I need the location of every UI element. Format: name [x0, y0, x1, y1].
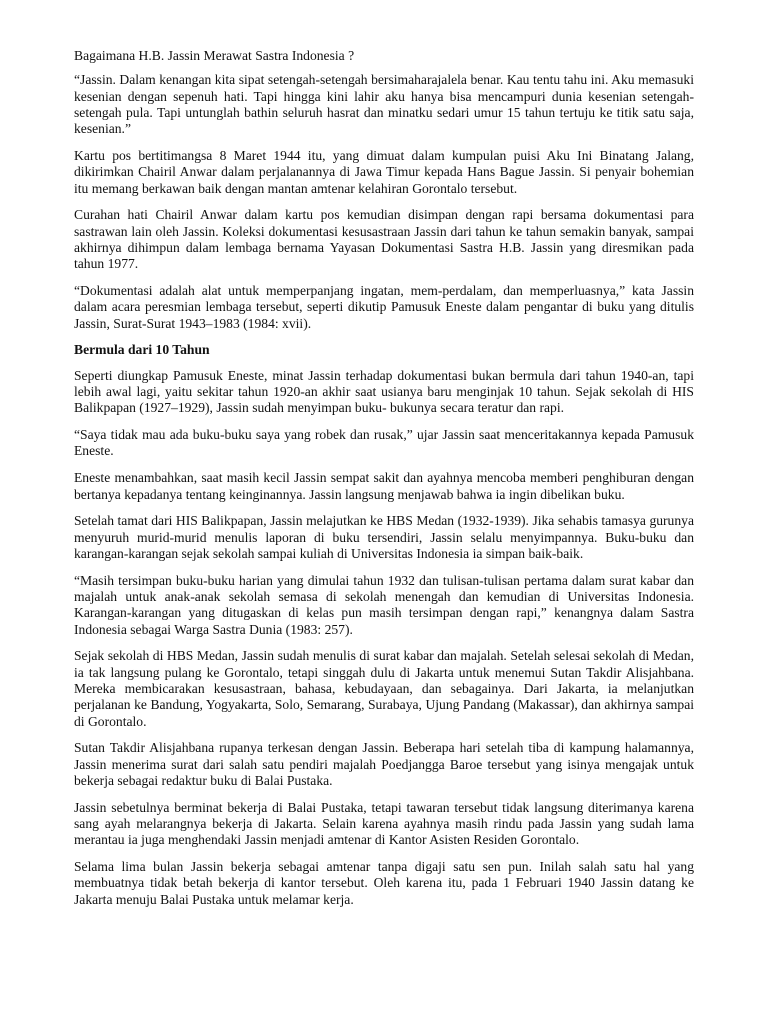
- paragraph-intro-3: Curahan hati Chairil Anwar dalam kartu pos kemudian disimpan dengan rapi bersama dokumentasi para sastrawan lain oleh Jassin. Koleksi dokumentasi kesusastraan Jassin dari tahun ke tahun semakin banyak, sampai akhirnya dihimpun dalam lembaga bernama Yayasan Dokumentasi Sastra H.B. Jassin yang diresmikan pada tahun 1977.: [74, 207, 694, 272]
- paragraph-section-4: Setelah tamat dari HIS Balikpapan, Jassin melajutkan ke HBS Medan (1932-1939). Jika sehabis tamasya gurunya menyuruh murid-murid menulis laporan di buku tersendiri, Jassin selalu menyimpannya. Buku-buku dan karangan-karangan sejak sekolah sampai kuliah di Universitas Indonesia ia simpan baik-baik.: [74, 513, 694, 561]
- paragraph-intro-4: “Dokumentasi adalah alat untuk memperpanjang ingatan, mem-perdalam, dan memperluasnya,” kata Jassin dalam acara peresmian lembaga tersebut, seperti dikutip Pamusuk Eneste dalam pengantar di buku yang ditulis Jassin, Surat-Surat 1943–1983 (1984: xvii).: [74, 283, 694, 331]
- paragraph-section-3: Eneste menambahkan, saat masih kecil Jassin sempat sakit dan ayahnya mencoba memberi penghiburan dengan bertanya kepadanya tentang keinginannya. Jassin langsung menjawab bahwa ia ingin dibelikan buku.: [74, 470, 694, 502]
- paragraph-intro-1: “Jassin. Dalam kenangan kita sipat setengah-setengah bersimaharajalela benar. Kau tentu tahu ini. Aku memasuki kesenian dengan sepenuh hati. Tapi hingga kini lahir aku hanya bisa mencampuri dunia kesenian setengah-setengah pula. Tapi untunglah bathin seluruh hasrat dan minatku sedari umur 15 tahun tertuju ke titik satu saja, kesenian.”: [74, 72, 694, 137]
- document-page: [74, 48, 694, 919]
- paragraph-section-2: “Saya tidak mau ada buku-buku saya yang robek dan rusak,” ujar Jassin saat menceritakannya kepada Pamusuk Eneste.: [74, 427, 694, 459]
- paragraph-section-5: “Masih tersimpan buku-buku harian yang dimulai tahun 1932 dan tulisan-tulisan pertama dalam surat kabar dan majalah untuk anak-anak sekolah semasa di sekolah menengah dan kemudian di Universitas Indonesia. Karangan-karangan yang ditugaskan di kelas pun masih tersimpan dengan rapi,” kenangnya dalam Sastra Indonesia sebagai Warga Sastra Dunia (1983: 257).: [74, 572, 694, 637]
- paragraph-intro-2: Kartu pos bertitimangsa 8 Maret 1944 itu, yang dimuat dalam kumpulan puisi Aku Ini Binatang Jalang, dikirimkan Chairil Anwar dalam perjalanannya di Jawa Timur kepada Hans Bague Jassin. Si penyair bohemian itu memang berkawan baik dengan mantan amtenar kelahiran Gorontalo tersebut.: [74, 147, 694, 196]
- document-title: Bagaimana H.B. Jassin Merawat Sastra Indonesia ?: [74, 48, 355, 63]
- paragraph-section-6: Sejak sekolah di HBS Medan, Jassin sudah menulis di surat kabar dan majalah. Setelah selesai sekolah di Medan, ia tak langsung pulang ke Gorontalo, tetapi singgah dulu di Jakarta untuk menemui Sutan Takdir Alisjahbana. Mereka membicarakan kesusastraan, bahasa, kebudayaan, dan sebagainya. Dari Jakarta, ia melanjutkan perjalanan ke Bandung, Yogyakarta, Solo, Semarang, Surabaya, Ujung Pandang (Makassar), dan akhirnya sampai di Gorontalo.: [74, 648, 694, 729]
- paragraph-section-8: Jassin sebetulnya berminat bekerja di Balai Pustaka, tetapi tawaran tersebut tidak langsung diterimanya karena sang ayah melarangnya bekerja di Jakarta. Selain karena ayahnya masih rindu pada Jassin yang sudah lama merantau ia juga menghendaki Jassin menjadi amtenar di Kantor Asisten Residen Gorontalo.: [74, 799, 694, 848]
- paragraph-section-9: Selama lima bulan Jassin bekerja sebagai amtenar tanpa digaji satu sen pun. Inilah salah satu hal yang membuatnya tidak betah bekerja di kantor tersebut. Oleh karena itu, pada 1 Februari 1940 Jassin datang ke Jakarta menuju Balai Pustaka untuk melamar kerja.: [74, 859, 694, 907]
- paragraph-section-1: Seperti diungkap Pamusuk Eneste, minat Jassin terhadap dokumentasi bukan bermula dari tahun 1940-an, tapi lebih awal lagi, yaitu sekitar tahun 1920-an akhir saat usianya baru menginjak 10 tahun. Sejak sekolah di HIS Balikpapan (1927–1929), Jassin sudah menyimpan buku- bukunya secara teratur dan rapi.: [74, 367, 694, 416]
- section-heading: Bermula dari 10 Tahun: [74, 342, 210, 358]
- paragraph-section-7: Sutan Takdir Alisjahbana rupanya terkesan dengan Jassin. Beberapa hari setelah tiba di kampung halamannya, Jassin menerima surat dari salah satu pendiri majalah Poedjangga Baroe tersebut yang isinya mengajak untuk bekerja sebagai redaktur buku di Balai Pustaka.: [74, 740, 694, 788]
